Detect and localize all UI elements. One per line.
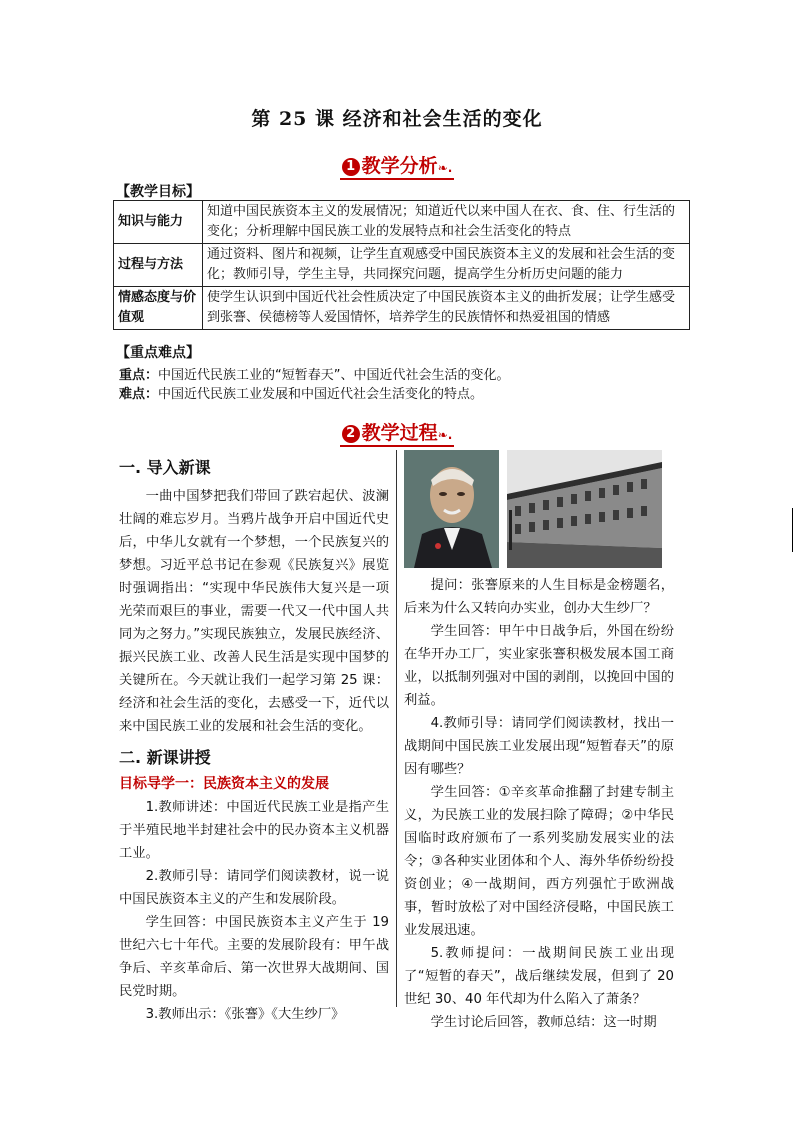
section-number-badge: 1	[342, 158, 360, 176]
goal-heading-1: 目标导学一：民族资本主义的发展	[119, 776, 329, 792]
goals-label: 【教学目标】	[116, 184, 200, 200]
page-edge-mark	[792, 508, 793, 552]
paragraph: 2.教师引导：请同学们阅读教材，说一说中国民族资本主义的产生和发展阶段。	[119, 869, 389, 907]
keypoints-label: 【重点难点】	[116, 345, 200, 361]
section-heading-analysis	[0, 151, 794, 178]
column-divider	[396, 450, 397, 1007]
paragraph: 学生回答：中国民族资本主义产生于 19 世纪六七十年代。主要的发展阶段有：甲午战争后、辛亥革命后、第一次世界大战期间、国民党时期。	[119, 915, 389, 999]
paragraph: 学生讨论后回答，教师总结：这一时期	[430, 1015, 657, 1030]
paragraph: 5.教师提问：一战期间民族工业出现了“短暂的春天”，战后继续发展，但到了 20 世纪 30、40 年代却为什么陷入了萧条？	[404, 946, 674, 1007]
dasheng-mill-image	[507, 450, 662, 568]
paragraph: 3.教师出示：《张謇》《大生纱厂》	[145, 1007, 345, 1022]
zhang-jian-portrait-image	[404, 450, 499, 568]
heading-intro: 一. 导入新课	[119, 458, 211, 477]
flourish-icon: ❧.	[437, 428, 453, 442]
goal-value: 使学生认识到中国近代社会性质决定了中国民族资本主义的曲折发展；让学生感受到张謇、侯德榜等人爱国情怀，培养学生的民族情怀和热爱祖国的情感	[203, 287, 690, 330]
table-row	[114, 287, 690, 330]
goal-value: 通过资料、图片和视频，让学生直观感受中国民族资本主义的发展和社会生活的变化；教师引导，学生主导，共同探究问题，提高学生分析历史问题的能力	[203, 244, 690, 287]
table-row	[114, 244, 690, 287]
goal-value: 知道中国民族资本主义的发展情况；知道近代以来中国人在衣、食、住、行生活的变化；分析理解中国民族工业的发展特点和社会生活变化的特点	[203, 201, 690, 244]
section-title-text: 教学分析	[361, 155, 438, 177]
paragraph: 提问：张謇原来的人生目标是金榜题名，后来为什么又转向办实业，创办大生纱厂？	[404, 578, 674, 616]
goals-table	[113, 200, 690, 330]
paragraph: 4.教师引导：请同学们阅读教材，找出一战期间中国民族工业发展出现“短暂春天”的原因有哪些？	[404, 716, 674, 777]
paragraph: 学生回答：①辛亥革命推翻了封建专制主义，为民族工业的发展扫除了障碍；②中华民国临时政府颁布了一系列奖励发展实业的法令；③各种实业团体和个人、海外华侨纷纷投资创业；④一战期间，西方列强忙于欧洲战事，暂时放松了对中国经济侵略，中国民族工业发展迅速。	[404, 785, 674, 938]
zhongdian-text: 中国近代民族工业的“短暂春天”、中国近代社会生活的变化。	[158, 368, 510, 383]
section-number-badge: 2	[342, 425, 360, 443]
goal-key: 情感态度与价值观	[114, 287, 203, 330]
nandian-text: 中国近代民族工业发展和中国近代社会生活变化的特点。	[158, 387, 484, 402]
zhongdian-label: 重点：	[119, 368, 159, 383]
keypoint-zhongdian	[119, 366, 699, 386]
goal-key: 过程与方法	[114, 244, 203, 287]
left-column	[119, 456, 389, 1026]
nandian-label: 难点：	[119, 387, 159, 402]
table-row	[114, 201, 690, 244]
section-title-text: 教学过程	[361, 422, 438, 444]
keypoint-nandian	[119, 385, 699, 405]
right-column	[404, 574, 674, 1034]
heading-new-lesson: 二. 新课讲授	[119, 748, 211, 767]
intro-paragraph: 一曲中国梦把我们带回了跌宕起伏、波澜壮阔的难忘岁月。当鸦片战争开启中国近代史后，中华儿女就有一个梦想，一个民族复兴的梦想。习近平总书记在参观《民族复兴》展览时强调指出：“实现中华民族伟大复兴是一项光荣而艰巨的事业，需要一代又一代中国人共同为之努力。”实现民族独立，发展民族经济、振兴民族工业、改善人民生活是实现中国梦的关键所在。今天就让我们一起学习第 25 课：经济和社会生活的变化，去感受一下，近代以来中国民族工业的发展和社会生活的变化。	[119, 489, 389, 734]
section-heading-process	[0, 418, 794, 445]
goal-key: 知识与能力	[114, 201, 203, 244]
paragraph: 1.教师讲述：中国近代民族工业是指产生于半殖民地半封建社会中的民办资本主义机器工业。	[119, 800, 389, 861]
page-title: 第 25 课 经济和社会生活的变化	[251, 108, 543, 130]
paragraph: 学生回答：甲午中日战争后，外国在纷纷在华开办工厂，实业家张謇积极发展本国工商业，以抵制列强对中国的剥削，以挽回中国的利益。	[404, 624, 674, 708]
flourish-icon: ❧.	[437, 161, 453, 175]
